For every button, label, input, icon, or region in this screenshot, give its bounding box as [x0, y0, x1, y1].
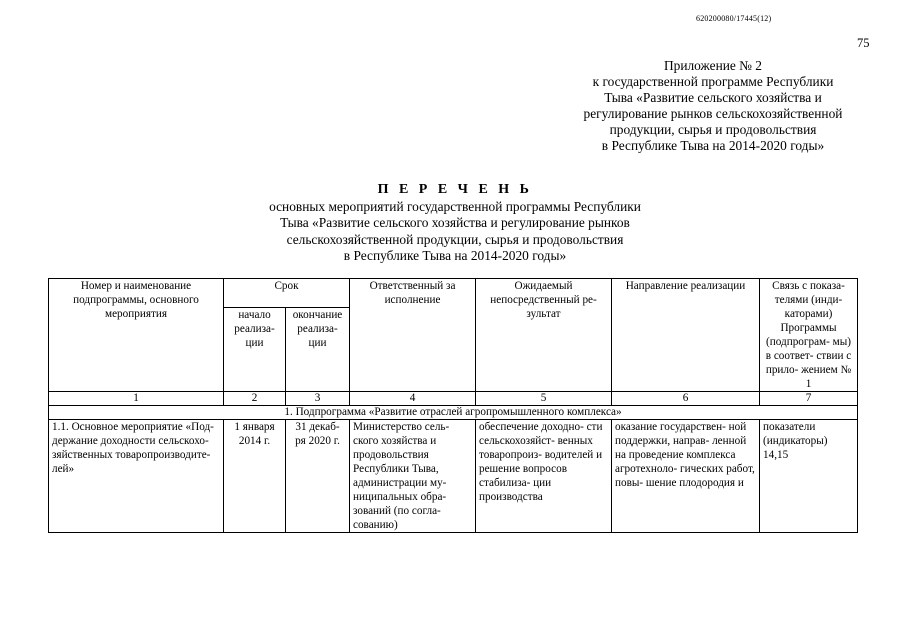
subtitle-line: Тыва «Развитие сельского хозяйства и регулирование рынков [280, 215, 630, 230]
header-responsible: Ответственный за исполнение [350, 279, 476, 392]
header-name: Номер и наименование подпрограммы, основного мероприятия [49, 279, 224, 392]
header-direction: Направление реализации [612, 279, 760, 392]
activity-result: обеспечение доходно- сти сельскохозяйст- венных товаропроиз- водителей и решение вопросов стабилиза- ции производства [476, 420, 612, 533]
subtitle-line: основных мероприятий государственной программы Республики [269, 198, 641, 214]
activity-direction: оказание государствен- ной поддержки, направ- ленной на проведение комплекса агротехноло- гических работ, повы- шение плодородия и [612, 420, 760, 533]
table-row [49, 420, 858, 533]
activity-responsible: Министерство сель- ского хозяйства и продовольствия Республики Тыва, администрации му- ниципальных обра- зований (по согла- сованию) [350, 420, 476, 533]
subtitle-line: сельскохозяйственной продукции, сырья и продовольствия [286, 231, 624, 247]
activity-link: показатели (индикаторы) 14,15 [760, 420, 858, 533]
header-result: Ожидаемый непосредственный ре- зультат [476, 279, 612, 392]
activity-start: 1 января 2014 г. [224, 420, 286, 533]
document-id: 620200080/17445(12) [696, 14, 772, 23]
activity-end: 31 декаб- ря 2020 г. [286, 420, 350, 533]
appendix-line: Приложение № 2 [663, 58, 763, 73]
appendix-line: регулирование рынков сельскохозяйственной [583, 106, 843, 121]
subprogram-title: 1. Подпрограмма «Развитие отраслей агропромышленного комплекса» [49, 406, 858, 420]
page-number: 75 [857, 36, 870, 50]
appendix-header [560, 58, 866, 154]
header-link: Связь с показа- телями (инди- каторами) Программы (подпрограм- мы) в соответ- ствии с прило- жением № 1 [760, 279, 858, 392]
activities-table [48, 278, 858, 533]
column-number: 1 [49, 392, 224, 406]
appendix-line: к государственной программе Республики [592, 74, 834, 89]
appendix-line: продукции, сырья и продовольствия [609, 122, 817, 137]
column-number: 7 [760, 392, 858, 406]
subprogram-row [49, 406, 858, 420]
document-title: П Е Р Е Ч Е Н Ь [377, 182, 533, 197]
header-term: Срок [224, 279, 350, 308]
document-heading [230, 182, 680, 265]
header-start: начало реализа- ции [224, 308, 286, 392]
activity-name: 1.1. Основное мероприятие «Под- держание доходности сельскохо- зяйственных товаропроизводите- лей» [49, 420, 224, 533]
table-header-row [49, 279, 858, 308]
column-number: 4 [350, 392, 476, 406]
appendix-line: Тыва «Развитие сельского хозяйства и [604, 90, 822, 105]
subtitle-line: в Республике Тыва на 2014-2020 годы» [343, 248, 567, 263]
column-number: 5 [476, 392, 612, 406]
column-number: 3 [286, 392, 350, 406]
appendix-line: в Республике Тыва на 2014-2020 годы» [601, 138, 825, 153]
column-number: 6 [612, 392, 760, 406]
header-end: окончание реализа- ции [286, 308, 350, 392]
column-number: 2 [224, 392, 286, 406]
column-numbers-row [49, 392, 858, 406]
